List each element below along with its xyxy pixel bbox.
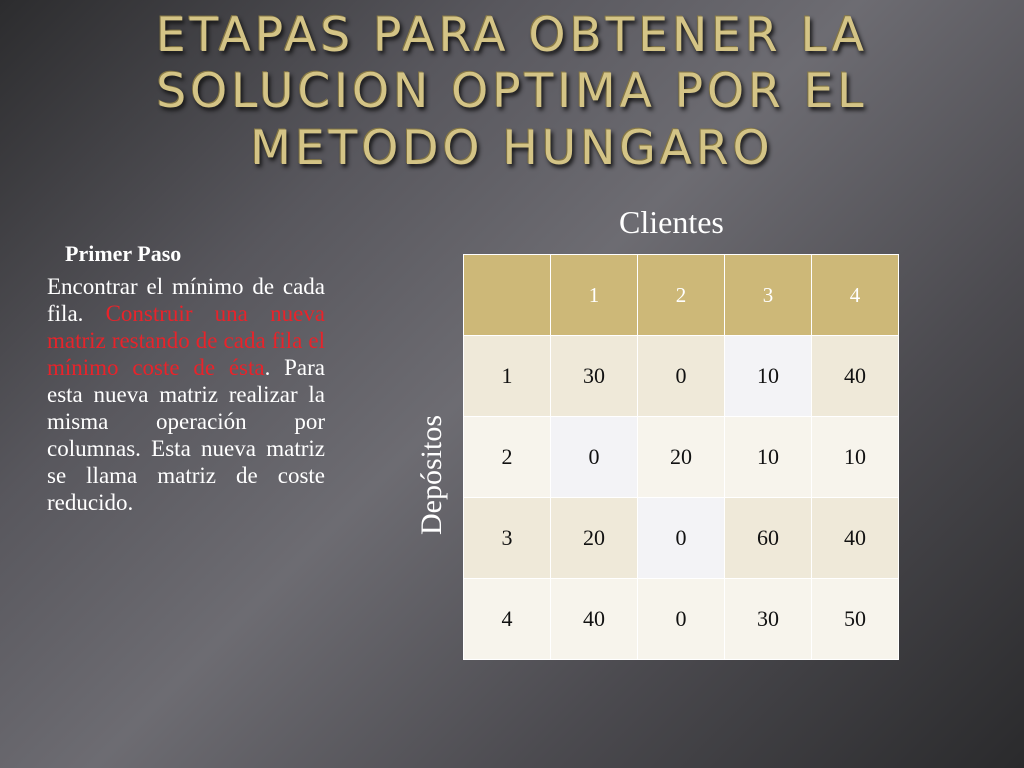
matrix-row (464, 579, 899, 660)
matrix-cell: 20 (551, 498, 638, 579)
header-cell: 1 (551, 255, 638, 336)
matrix-cell: 10 (812, 417, 899, 498)
matrix-cell: 50 (812, 579, 899, 660)
paragraph-part-3: . Para esta nueva matriz realizar la misma operación por columnas. Esta nueva matriz se llama matriz de coste reducido. (47, 355, 325, 515)
title-line-1: ETAPAS PARA OBTENER LA (155, 8, 868, 63)
matrix-cell: 10 (725, 417, 812, 498)
row-label-cell: 3 (464, 498, 551, 579)
row-label-cell: 4 (464, 579, 551, 660)
matrix-cell: 0 (638, 579, 725, 660)
row-label-cell: 2 (464, 417, 551, 498)
header-corner-cell (464, 255, 551, 336)
matrix-row (464, 417, 899, 498)
matrix-cell: 0 (638, 498, 725, 579)
matrix-row (464, 336, 899, 417)
column-axis-label: Clientes (619, 204, 724, 240)
matrix-header-row (464, 255, 899, 336)
cost-matrix (463, 254, 899, 660)
header-cell: 4 (812, 255, 899, 336)
step-paragraph (47, 273, 325, 516)
matrix-cell: 10 (725, 336, 812, 417)
header-cell: 3 (725, 255, 812, 336)
matrix-cell: 0 (551, 417, 638, 498)
row-label-cell: 1 (464, 336, 551, 417)
matrix-cell: 0 (638, 336, 725, 417)
matrix-cell: 30 (725, 579, 812, 660)
matrix-cell: 30 (551, 336, 638, 417)
matrix-cell: 40 (812, 336, 899, 417)
step-description (47, 240, 325, 516)
row-axis-label: Depósitos (415, 415, 448, 535)
matrix-cell: 40 (812, 498, 899, 579)
title-line-3: METODO HUNGARO (250, 120, 774, 176)
paragraph-part-1: Encontrar el mínimo de cada fila. (47, 274, 325, 326)
matrix-cell: 40 (551, 579, 638, 660)
paragraph-highlight: Construir una nueva matriz restando de cada fila el mínimo coste de ésta (47, 301, 325, 380)
matrix-cell: 20 (638, 417, 725, 498)
slide-title (60, 8, 964, 177)
title-line-2: SOLUCION OPTIMA POR EL (156, 64, 868, 120)
step-title: Primer Paso (65, 241, 182, 266)
matrix-cell: 60 (725, 498, 812, 579)
header-cell: 2 (638, 255, 725, 336)
matrix-row (464, 498, 899, 579)
